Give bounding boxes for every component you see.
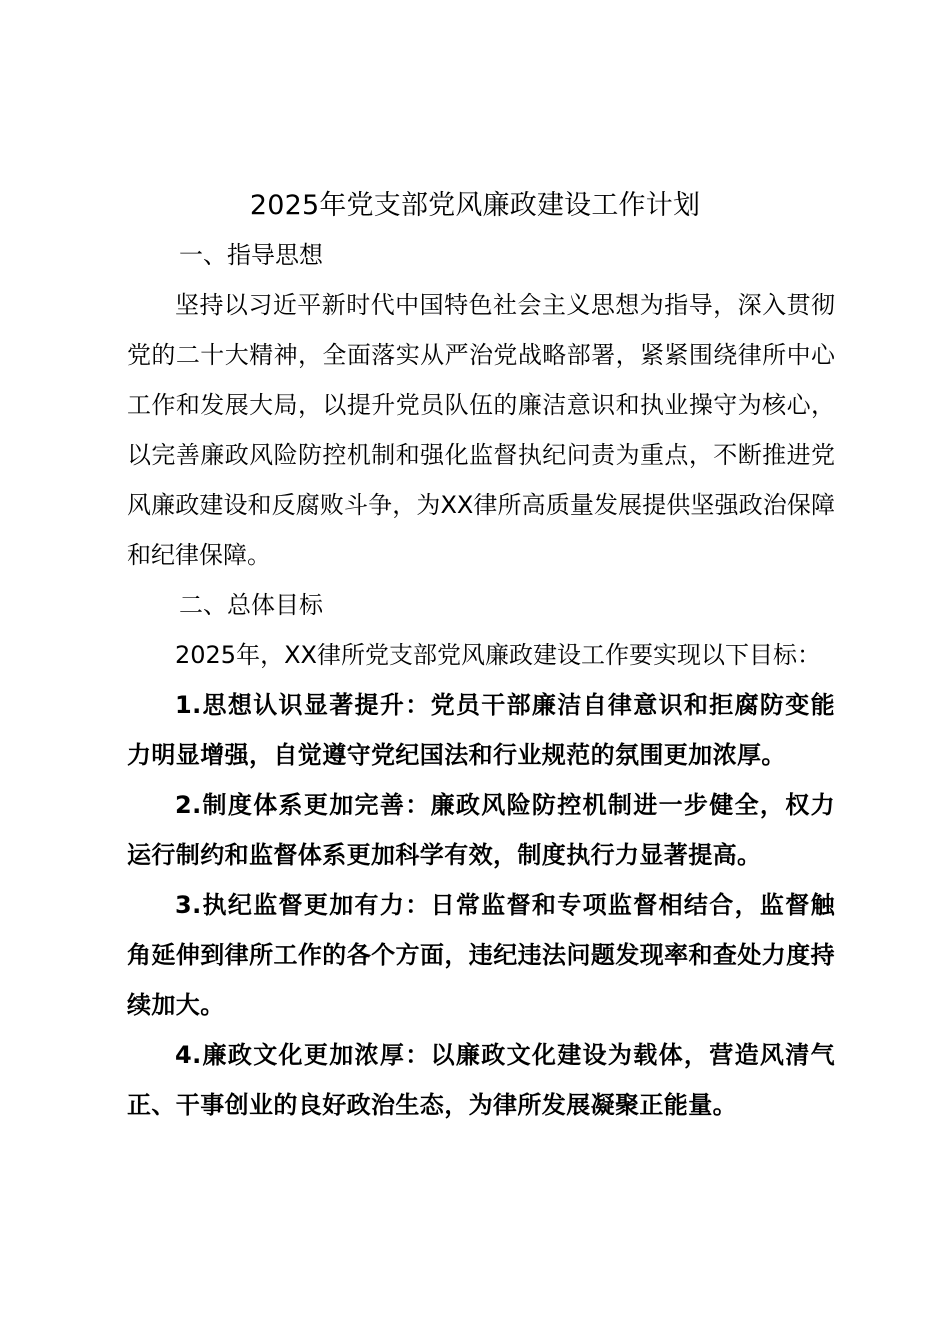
document-body bbox=[127, 230, 835, 1130]
goal-item-1: 1.思想认识显著提升：党员干部廉洁自律意识和拒腐防变能力明显增强，自觉遵守党纪国法和行业规范的氛围更加浓厚。 bbox=[127, 691, 835, 769]
goal-item-3: 3.执纪监督更加有力：日常监督和专项监督相结合，监督触角延伸到律所工作的各个方面，违纪违法问题发现率和查处力度持续加大。 bbox=[127, 891, 835, 1019]
section-heading-guiding-ideology: 一、指导思想 bbox=[179, 241, 323, 269]
goal-item-4: 4.廉政文化更加浓厚：以廉政文化建设为载体，营造风清气正、干事创业的良好政治生态，为律所发展凝聚正能量。 bbox=[127, 1041, 835, 1119]
document-title: 2025年党支部党风廉政建设工作计划 bbox=[249, 190, 701, 221]
overall-goals-intro: 2025年，XX律所党支部党风廉政建设工作要实现以下目标： bbox=[175, 641, 821, 669]
section-heading-overall-goals: 二、总体目标 bbox=[179, 591, 323, 619]
goal-item-2: 2.制度体系更加完善：廉政风险防控机制进一步健全，权力运行制约和监督体系更加科学有效，制度执行力显著提高。 bbox=[127, 791, 835, 869]
guiding-ideology-paragraph: 坚持以习近平新时代中国特色社会主义思想为指导，深入贯彻党的二十大精神，全面落实从严治党战略部署，紧紧围绕律所中心工作和发展大局，以提升党员队伍的廉洁意识和执业操守为核心，以完善廉政风险防控机制和强化监督执纪问责为重点，不断推进党风廉政建设和反腐败斗争，为XX律所高质量发展提供坚强政治保障和纪律保障。 bbox=[127, 291, 835, 569]
